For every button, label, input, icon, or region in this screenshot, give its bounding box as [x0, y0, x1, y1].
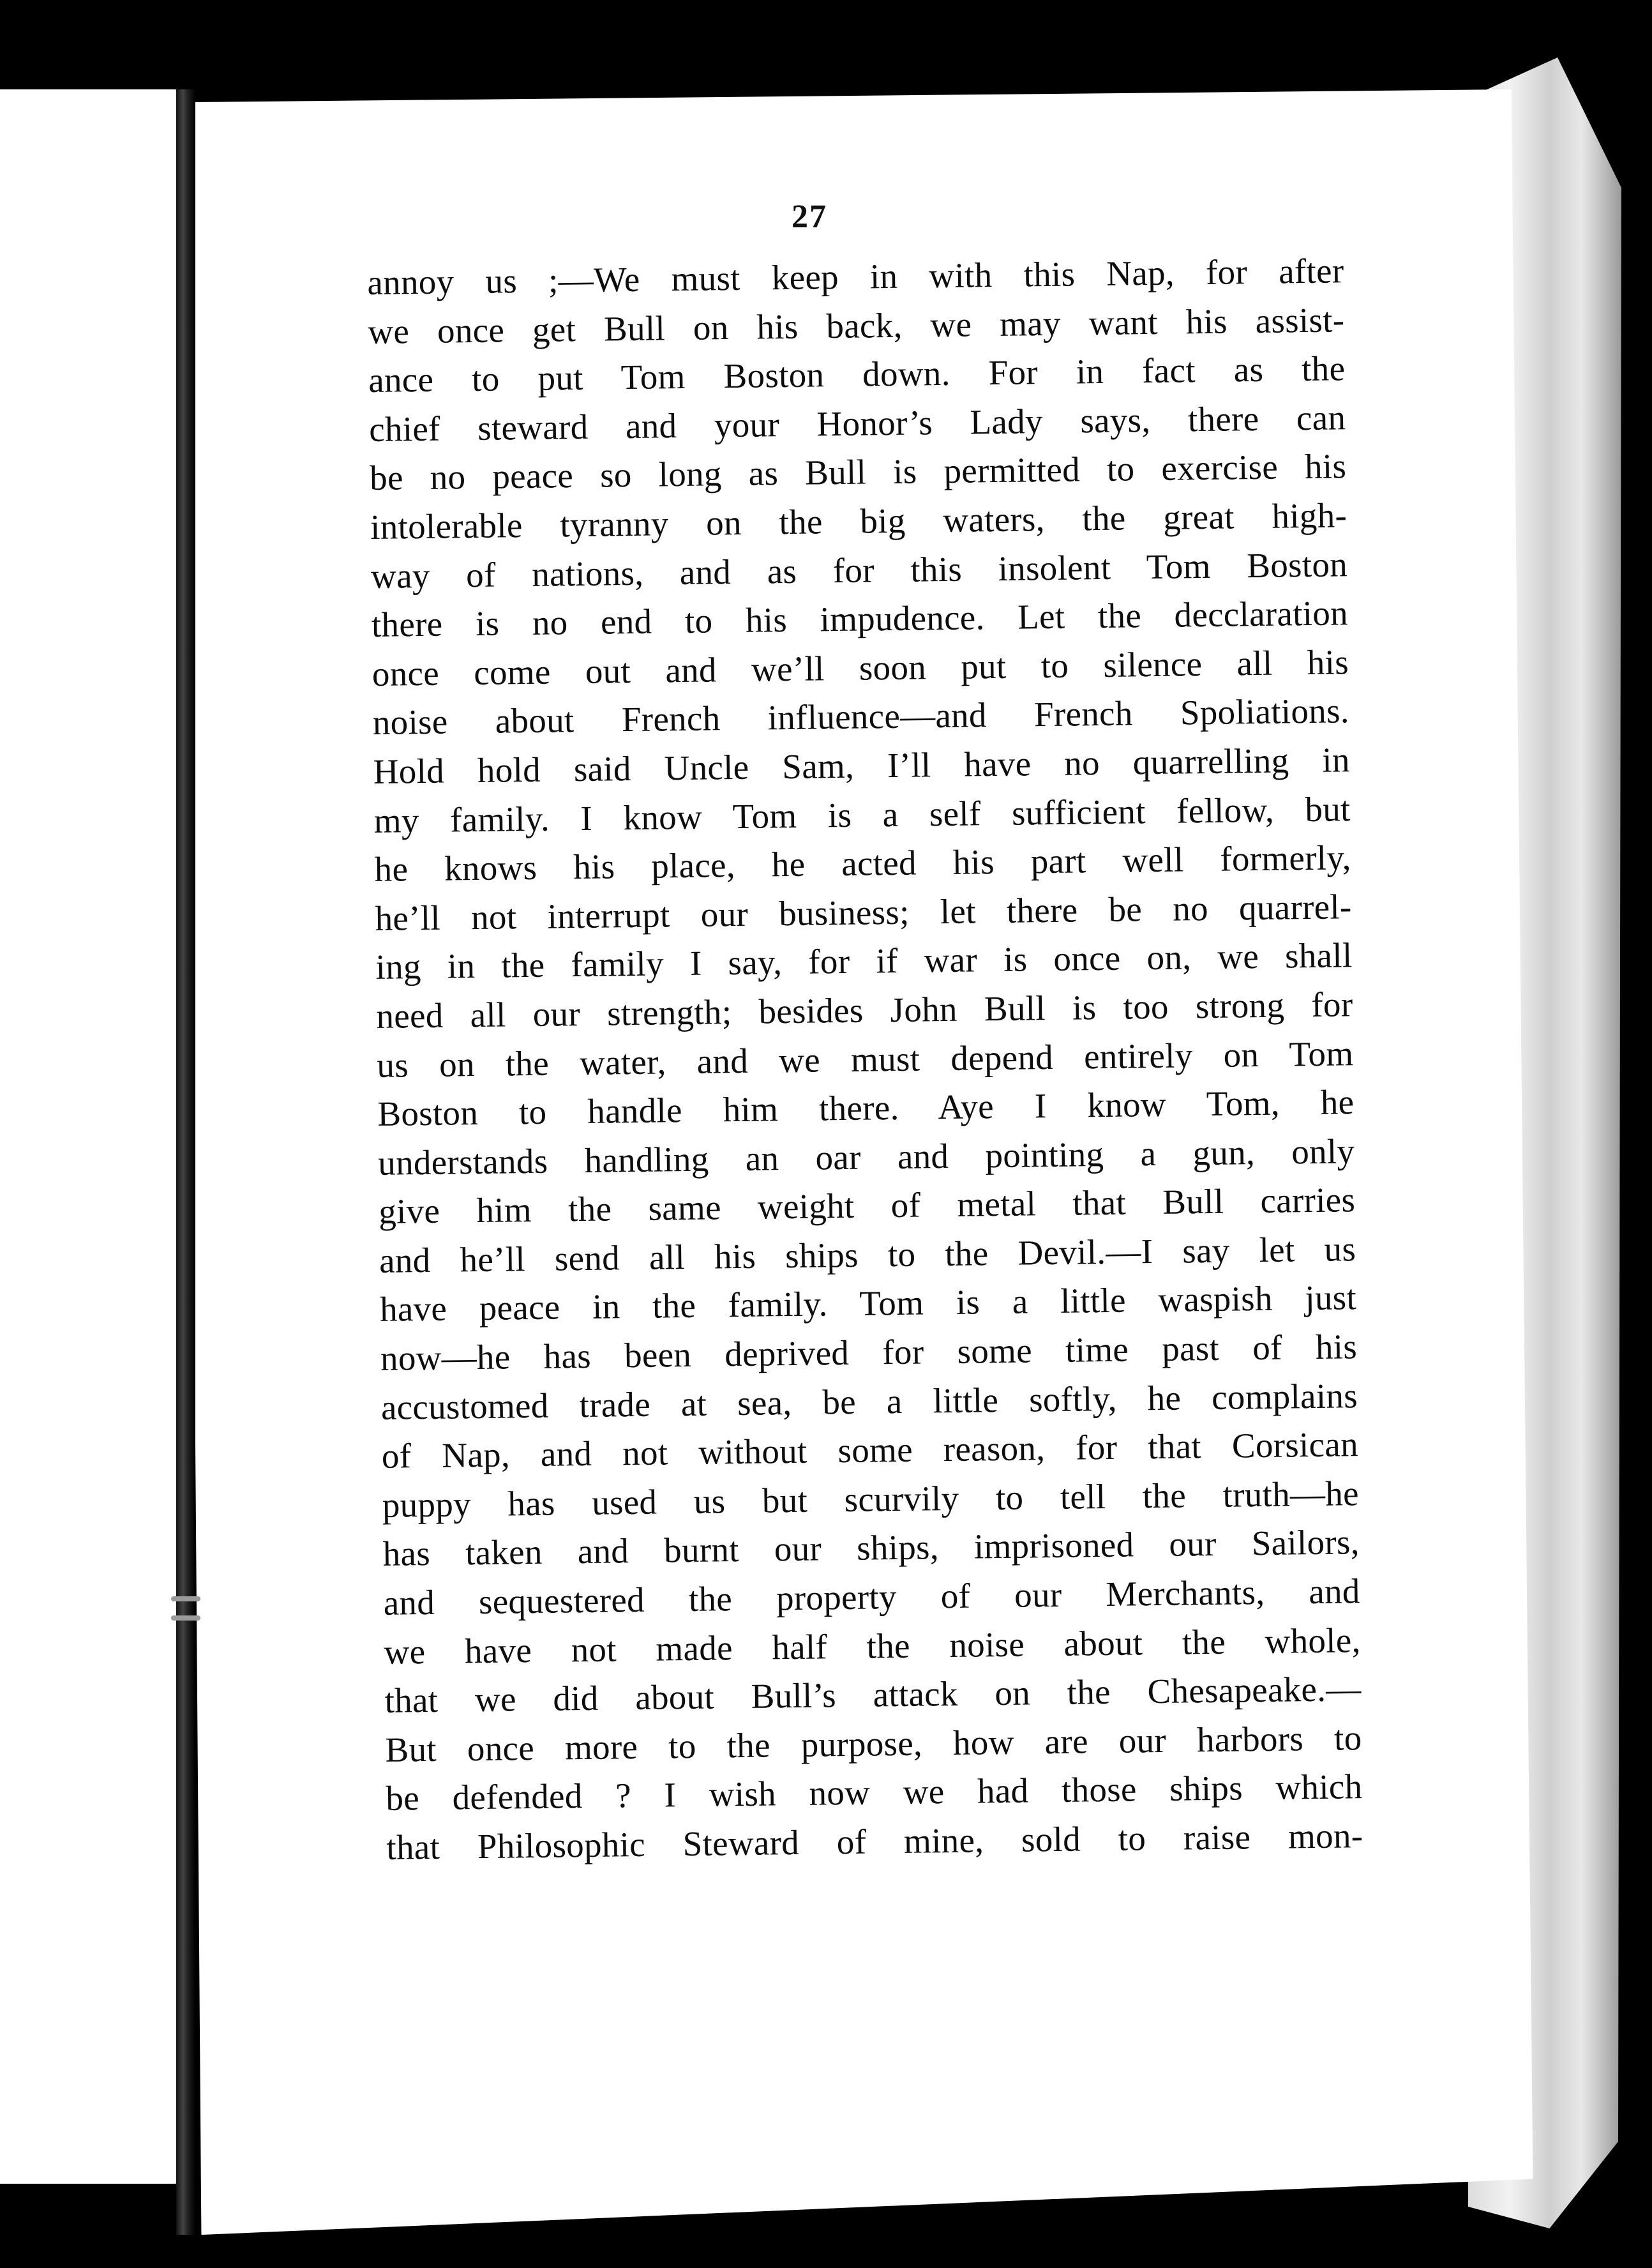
book-spine-gutter	[176, 89, 195, 2235]
text-line: But once more to the purpose, how are our harbors to	[385, 1718, 1362, 1769]
text-line: way of nations, and as for this insolent Tom Boston	[370, 544, 1348, 596]
previous-page-edge	[0, 89, 179, 2184]
text-line: intolerable tyranny on the big waters, the great high-	[370, 495, 1348, 547]
text-line: need all our strength; besides John Bull is too strong for	[376, 985, 1353, 1036]
page-number: 27	[792, 199, 827, 235]
text-line: we once get Bull on his back, we may want his assist-	[368, 299, 1345, 351]
text-line: have peace in the family. Tom is a little waspish just	[379, 1278, 1357, 1329]
text-line: he knows his place, he acted his part well formerly,	[374, 838, 1351, 889]
page-body-text	[367, 246, 1363, 1872]
text-line: Hold hold said Uncle Sam, I’ll have no quarrelling in	[373, 740, 1351, 791]
text-line: accustomed trade at sea, be a little softly, he complains	[380, 1375, 1358, 1427]
text-line: puppy has used us but scurvily to tell the truth—he	[382, 1474, 1360, 1525]
text-line: now—he has been deprived for some time past of his	[380, 1327, 1358, 1378]
text-line: and he’ll send all his ships to the Devil.—I say let us	[379, 1229, 1356, 1280]
text-line: there is no end to his impudence. Let the decclaration	[371, 593, 1349, 645]
binding-stitch	[171, 1596, 200, 1601]
text-line: and sequestered the property of our Merchants, and	[383, 1571, 1360, 1622]
text-line: chief steward and your Honor’s Lady says, there can	[368, 398, 1346, 449]
text-line: ing in the family I say, for if war is once on, we shall	[375, 935, 1353, 987]
text-line: us on the water, and we must depend entirely on Tom	[377, 1033, 1354, 1085]
text-line: understands handling an oar and pointing a gun, only	[377, 1131, 1355, 1183]
text-line: that Philosophic Steward of mine, sold to raise mon-	[386, 1816, 1363, 1867]
text-line: that we did about Bull’s attack on the Chesapeake.—	[384, 1669, 1362, 1721]
text-line: annoy us ;—We must keep in with this Nap, for after	[367, 251, 1344, 302]
text-line: he’ll not interrupt our business; let there be no quarrel-	[375, 886, 1352, 938]
text-line: we have not made half the noise about the whole,	[384, 1620, 1361, 1672]
text-line: give him the same weight of metal that Bull carries	[378, 1180, 1356, 1232]
text-line: has taken and burnt our ships, imprisoned our Sailors,	[382, 1522, 1360, 1574]
text-line: be no peace so long as Bull is permitted to exercise his	[369, 446, 1347, 498]
text-line: noise about French influence—and French Spoliations.	[372, 691, 1350, 743]
text-line: Boston to handle him there. Aye I know Tom, he	[377, 1082, 1355, 1133]
text-line: be defended ? I wish now we had those ships which	[386, 1767, 1363, 1818]
text-line: of Nap, and not without some reason, for that Corsican	[381, 1425, 1359, 1476]
binding-stitch	[171, 1615, 200, 1621]
text-line: once come out and we’ll soon put to silence all his	[372, 642, 1349, 693]
text-line: my family. I know Tom is a self sufficient fellow, but	[373, 789, 1351, 840]
text-line: ance to put Tom Boston down. For in fact as the	[368, 349, 1346, 400]
